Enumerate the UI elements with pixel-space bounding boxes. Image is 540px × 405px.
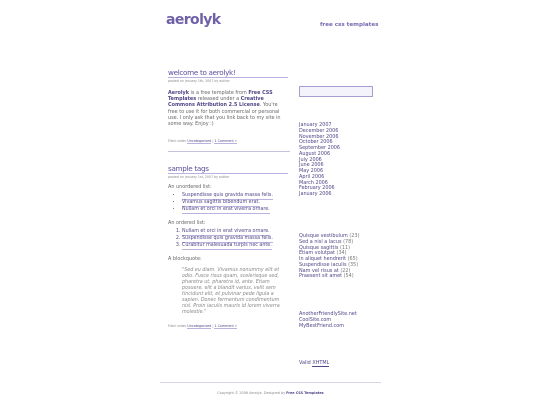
archive-link[interactable]: September 2006: [299, 145, 341, 151]
unordered-list: [168, 193, 288, 214]
filed-under-label: Filed under: [168, 139, 188, 144]
copyright-text: Copyright © 2006 Aerolyk. Designed by: [217, 391, 287, 395]
brand-name: Aerolyk: [168, 90, 189, 96]
external-link[interactable]: CoolSite.com: [299, 316, 332, 323]
footer-divider: [160, 382, 381, 383]
license-link[interactable]: Creative Commons Attribution 2.5 License: [168, 96, 264, 109]
separator: |: [211, 139, 215, 144]
post-title[interactable]: sample tags: [168, 164, 288, 174]
category-link[interactable]: Sed a nisl a lacus: [299, 238, 342, 245]
post-sample-tags: [168, 164, 288, 328]
archive-link[interactable]: August 2006: [299, 150, 331, 157]
site-logo[interactable]: aerolyk: [166, 12, 221, 28]
main-content: [168, 68, 288, 328]
post-welcome: [168, 68, 288, 152]
category-link[interactable]: In aliquet hendrerit: [299, 256, 347, 262]
category-count: (11): [339, 244, 350, 251]
archive-link[interactable]: January 2006: [299, 191, 332, 197]
filed-under-label: Filed under: [168, 324, 188, 329]
comments-link[interactable]: 1 Comment »: [214, 139, 237, 144]
list-item[interactable]: • Vivamus sagittis bibendum erat.: [182, 200, 260, 207]
archive-link[interactable]: May 2006: [299, 168, 324, 174]
post-meta: posted on january 1st, 2007 by author: [168, 175, 230, 180]
post-body: [168, 90, 288, 127]
validation-note: [299, 360, 379, 366]
post-text: released under a: [196, 96, 241, 103]
free-css-templates-link[interactable]: Free CSS Templates: [168, 90, 273, 103]
category-count: (78): [343, 238, 354, 245]
archive-link[interactable]: January 2007: [299, 122, 332, 128]
category-link[interactable]: Nam vel risus at: [299, 267, 339, 274]
comments-link[interactable]: 1 Comment »: [214, 324, 237, 329]
archive-link[interactable]: March 2006: [299, 179, 328, 186]
designer-link[interactable]: Free CSS Templates: [286, 391, 324, 395]
category-link[interactable]: Quisque sagittis: [299, 244, 339, 251]
category-count: (35): [348, 261, 359, 268]
ordered-list: [168, 229, 288, 250]
separator: |: [211, 324, 215, 329]
post-title[interactable]: welcome to aerolyk!: [168, 68, 288, 78]
xhtml-link[interactable]: XHTML: [312, 360, 330, 366]
category-count: (22): [340, 267, 351, 274]
post-divider: [168, 151, 290, 152]
category-link[interactable]: Etiam volutpat: [299, 250, 335, 257]
archives-list: [299, 123, 379, 198]
category-count: (34): [336, 250, 347, 257]
category-count: (54): [343, 273, 354, 280]
archive-link[interactable]: November 2006: [299, 133, 339, 140]
category-link[interactable]: Quisque vestibulum: [299, 233, 348, 239]
archive-link[interactable]: April 2006: [299, 173, 325, 180]
category-link[interactable]: Praesent sit amet: [299, 273, 343, 280]
blockquote-label: A blockquote:: [168, 256, 202, 263]
archive-link[interactable]: June 2006: [299, 162, 324, 169]
list-item[interactable]: 2. Suspendisse quis gravida massa felis.: [182, 236, 273, 243]
unordered-list-label: An unordered list:: [168, 184, 212, 191]
archive-link[interactable]: July 2006: [299, 156, 322, 163]
post-footer: [168, 139, 288, 143]
category-link[interactable]: Uncategorized: [187, 139, 212, 144]
site-tagline: free css templates: [320, 22, 379, 28]
category-link[interactable]: Uncategorized: [187, 324, 212, 329]
archive-link[interactable]: February 2006: [299, 185, 335, 192]
list-item[interactable]: 3. Curabitur malesuada turpis nec ante.: [182, 243, 272, 250]
list-item[interactable]: • Nullam et orci in erat viverra ornare.: [182, 207, 270, 214]
footer: [160, 391, 381, 395]
list-item[interactable]: • Suspendisse quis gravida massa felis.: [182, 193, 273, 200]
valid-label: Valid: [299, 360, 313, 366]
categories-list: [299, 234, 379, 280]
external-link[interactable]: AnotherFriendlySite.net: [299, 311, 357, 317]
post-meta: posted on january 1th, 2007 by author: [168, 79, 230, 83]
external-link[interactable]: MyBestFriend.com: [299, 322, 344, 329]
category-link[interactable]: Suspendisse iaculis: [299, 261, 347, 268]
links-list: [299, 312, 379, 329]
ordered-list-label: An ordered list:: [168, 220, 206, 227]
post-footer: [168, 324, 288, 328]
archive-link[interactable]: December 2006: [299, 127, 339, 134]
list-item[interactable]: 1. Nullam et orci in erat viverra ornare.: [182, 229, 270, 236]
category-count: (65): [347, 256, 358, 262]
category-count: (23): [349, 233, 360, 239]
blockquote: "Sed eu diam. Vivamus nonummy elit et odio. Fusce risus quam, scelerisque sed, pharetra ut, pharetra id, ante. Etiam posuere, elit a blandit varius, velit sem tincidunt elit, et pulvinar pede ligula a sapien. Donec fermentum condimentum nisl. Proin iaculis mauris id lorem viverra molestie.": [182, 268, 280, 316]
category-item: [299, 274, 379, 280]
post-text: is a free template from: [189, 90, 249, 96]
search-input[interactable]: [299, 86, 373, 97]
archive-link[interactable]: October 2006: [299, 139, 333, 146]
post-text: . You're free to use it for both commercial or personal use. I only ask that you link back to my site in some way. Enjoy :): [168, 102, 281, 128]
